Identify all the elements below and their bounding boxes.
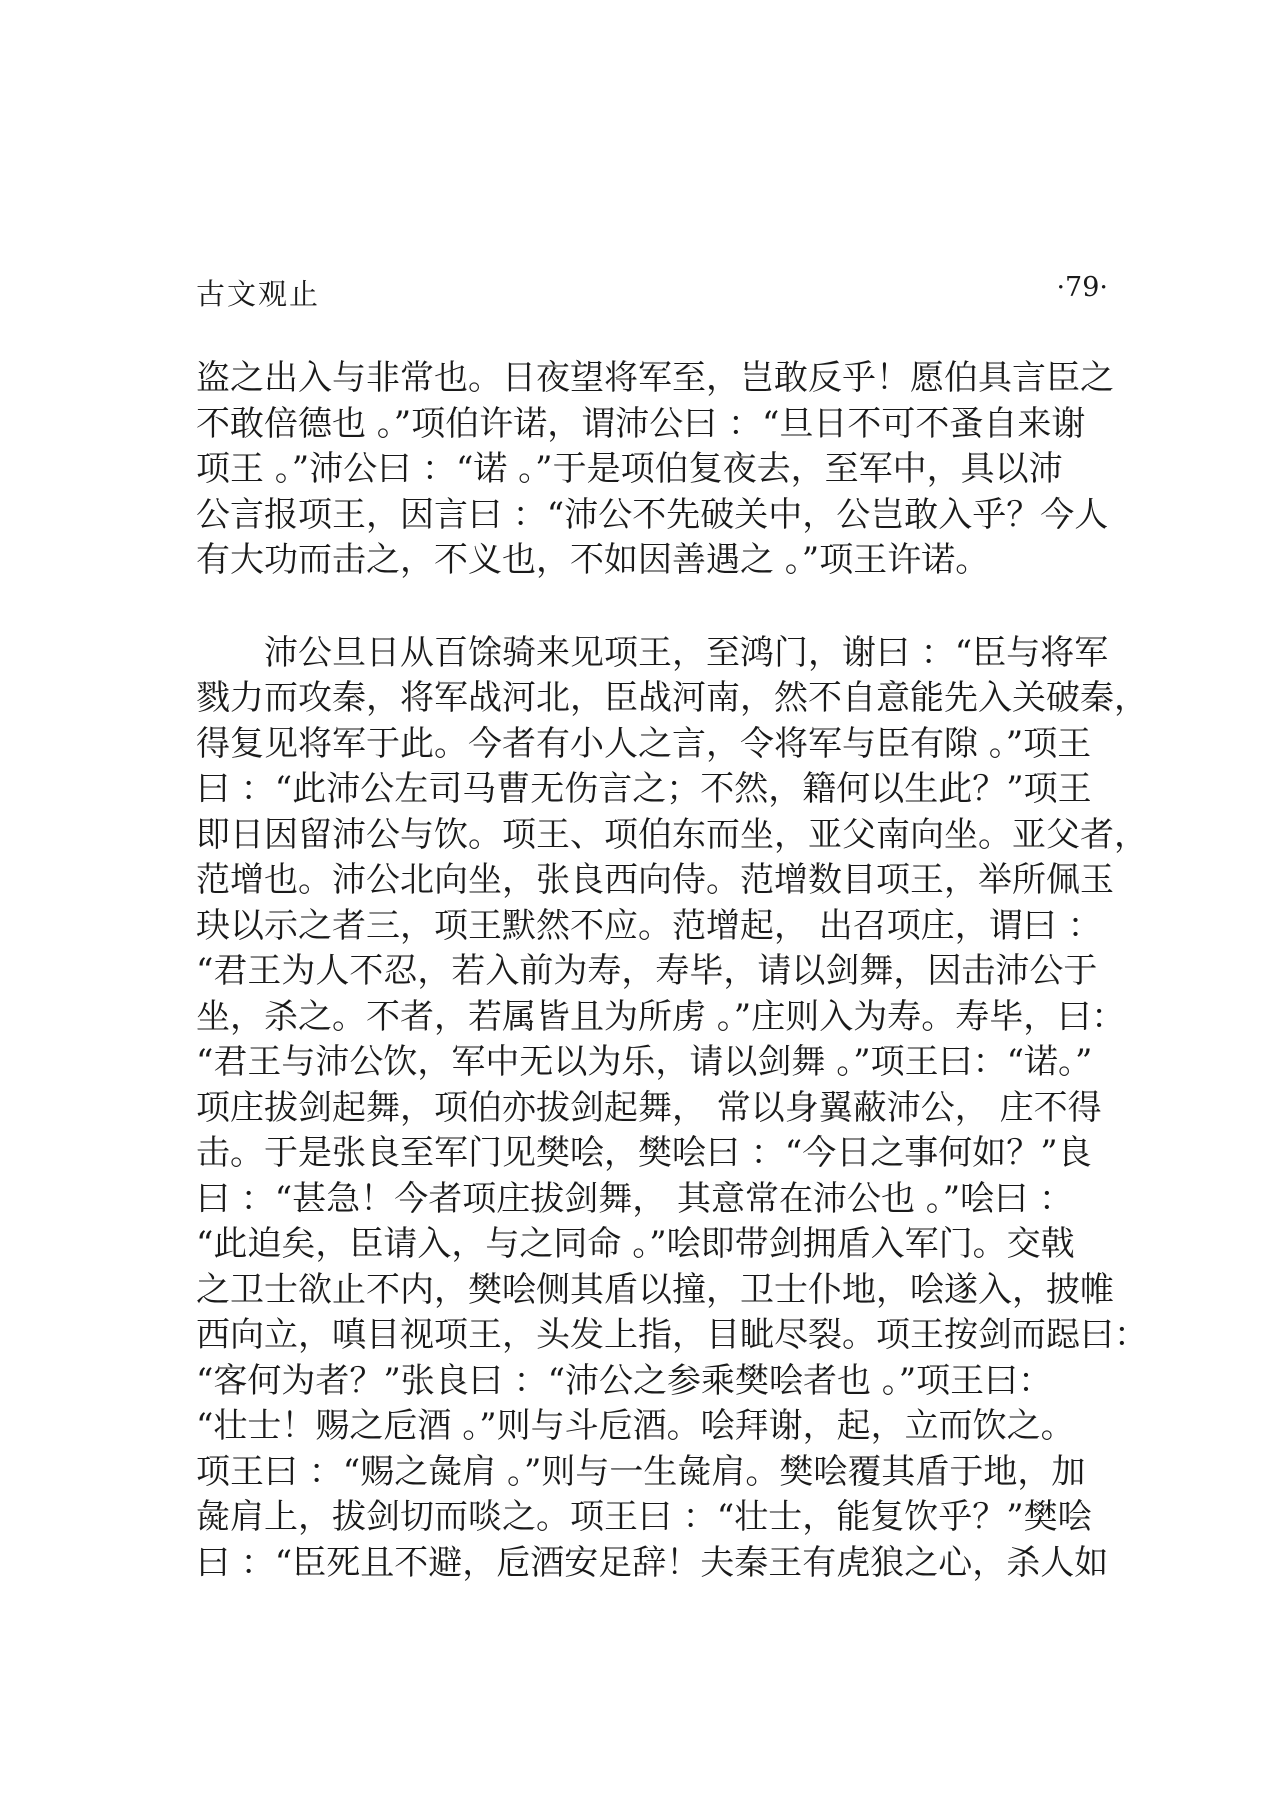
- text-line: 即日因留沛公与饮。项王、项伯东而坐，亚父南向坐。亚父者，: [196, 814, 1148, 855]
- text-line: 曰 ：“臣死且不避，卮酒安足辞！夫秦王有虎狼之心，杀人如: [196, 1542, 1109, 1583]
- text-line: 项庄拔剑起舞，项伯亦拔剑起舞， 常以身翼蔽沛公， 庄不得: [196, 1087, 1102, 1128]
- text-line: 曰 ：“甚急！今者项庄拔剑舞， 其意常在沛公也 。”哙曰 ：: [196, 1178, 1073, 1219]
- book-title: 古文观止: [196, 277, 321, 311]
- text-line: 击。于是张良至军门见樊哙，樊哙曰 ：“今日之事何如？”良: [196, 1133, 1092, 1173]
- text-line: 有大功而击之，不义也，不如因善遇之 。”项王许诺。: [196, 540, 990, 580]
- paragraph-gap: [196, 584, 1126, 631]
- text-line: 曰 ：“此沛公左司马曹无伤言之；不然，籍何以生此？”项王: [196, 769, 1092, 809]
- paragraph: [196, 631, 1148, 1587]
- text-line: “君王与沛公饮，军中无以为乐，请以剑舞 。”项王曰：“诺。”: [196, 1042, 1093, 1082]
- text-line: 戮力而攻秦，将军战河北，臣战河南，然不自意能先入关破秦，: [196, 678, 1148, 718]
- text-line: 范增也。沛公北向坐，张良西向侍。范增数目项王，举所佩玉: [196, 860, 1114, 900]
- text-line: 沛公旦日从百馀骑来见项王，至鸿门，谢曰 ：“臣与将军: [264, 632, 1109, 673]
- text-line: “壮士！赐之卮酒 。”则与斗卮酒。哙拜谢，起，立而饮之。: [196, 1406, 1075, 1446]
- text-line: 玦以示之者三，项王默然不应。范增起， 出召项庄，谓曰 ：: [196, 905, 1102, 946]
- body-text: [196, 356, 1148, 1586]
- text-line: 项王曰 ：“赐之彘肩 。”则与一生彘肩。樊哙覆其盾于地，加: [196, 1451, 1086, 1492]
- running-header: [196, 272, 1108, 312]
- text-line: “客何为者？”张良曰 ：“沛公之参乘樊哙者也 。”项王曰：: [196, 1360, 1053, 1401]
- text-line: 不敢倍德也 。”项伯许诺，谓沛公曰 ：“旦日不可不蚤自来谢: [196, 403, 1086, 444]
- text-line: 西向立，嗔目视项王，头发上指，目眦尽裂。项王按剑而跽曰：: [196, 1315, 1148, 1355]
- text-line: “君王为人不忍，若入前为寿，寿毕，请以剑舞，因击沛公于: [196, 951, 1098, 991]
- paragraph: [196, 356, 1126, 584]
- text-line: 坐，杀之。不者，若属皆且为所虏 。”庄则入为寿。寿毕，曰：: [196, 996, 1126, 1037]
- text-line: 得复见将军于此。今者有小人之言，令将军与臣有隙 。”项王: [196, 723, 1092, 764]
- text-line: 盗之出入与非常也。日夜望将军至，岂敢反乎！愿伯具言臣之: [196, 358, 1114, 398]
- text-line: 彘肩上，拔剑切而啖之。项王曰 ：“壮士，能复饮乎？”樊哙: [196, 1497, 1092, 1537]
- text-line: “此迫矣，臣请入，与之同命 。”哙即带剑拥盾入军门。交戟: [196, 1224, 1075, 1264]
- text-line: 项王 。”沛公曰 ：“诺 。”于是项伯复夜去，至军中，具以沛: [196, 449, 1063, 489]
- page-number: ·79·: [1056, 272, 1108, 303]
- text-line: 之卫士欲止不内，樊哙侧其盾以撞，卫士仆地，哙遂入，披帷: [196, 1269, 1114, 1310]
- text-line: 公言报项王，因言曰 ：“沛公不先破关中，公岂敢入乎？今人: [196, 494, 1109, 535]
